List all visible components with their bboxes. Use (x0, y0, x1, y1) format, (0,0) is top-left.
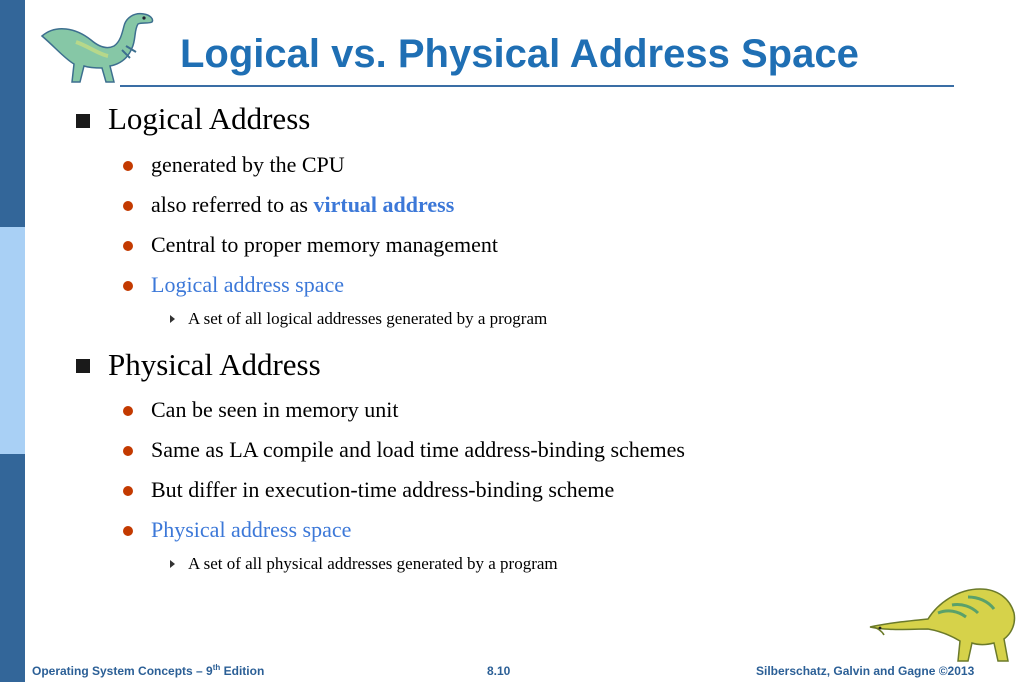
arrow-bullet-icon (170, 315, 175, 323)
bullet-prefix: also referred to as (151, 192, 314, 217)
bullet-text: But differ in execution-time address-binding scheme (151, 477, 615, 502)
bullet-text (151, 192, 454, 218)
footer-page-number: 8.10 (487, 664, 511, 678)
bullet-text: Same as LA compile and load time address-binding schemes (151, 437, 685, 462)
round-bullet-icon (123, 161, 133, 171)
virtual-address-term: virtual address (313, 192, 455, 217)
square-bullet-icon (76, 114, 90, 128)
round-bullet-icon (123, 446, 133, 456)
sub-bullet-text: A set of all physical addresses generated by a program (188, 554, 558, 573)
round-bullet-icon (123, 201, 133, 211)
section-heading-logical: Logical Address (108, 101, 311, 136)
square-bullet-icon (76, 359, 90, 373)
bullet-text: generated by the CPU (151, 152, 345, 177)
bullet-text-highlight: Physical address space (151, 517, 352, 542)
bullet-text-highlight: Logical address space (151, 272, 345, 297)
footer-copyright: Silberschatz, Galvin and Gagne ©2013 (756, 664, 975, 678)
arrow-bullet-icon (170, 560, 175, 568)
bullet-text: Central to proper memory management (151, 232, 498, 257)
section-heading-physical: Physical Address (108, 347, 321, 382)
round-bullet-icon (123, 281, 133, 291)
footer-book-prefix: Operating System Concepts – 9 (32, 664, 213, 678)
dinosaur-icon (868, 583, 1018, 665)
page-title: Logical vs. Physical Address Space (180, 32, 859, 76)
footer-book-sup: th (212, 663, 221, 672)
footer-book-suffix: Edition (220, 664, 265, 678)
bullet-text: Can be seen in memory unit (151, 397, 399, 422)
round-bullet-icon (123, 486, 133, 496)
round-bullet-icon (123, 241, 133, 251)
sub-bullet-text: A set of all logical addresses generated by a program (188, 309, 548, 328)
round-bullet-icon (123, 526, 133, 536)
footer-book-title (32, 664, 264, 678)
round-bullet-icon (123, 406, 133, 416)
